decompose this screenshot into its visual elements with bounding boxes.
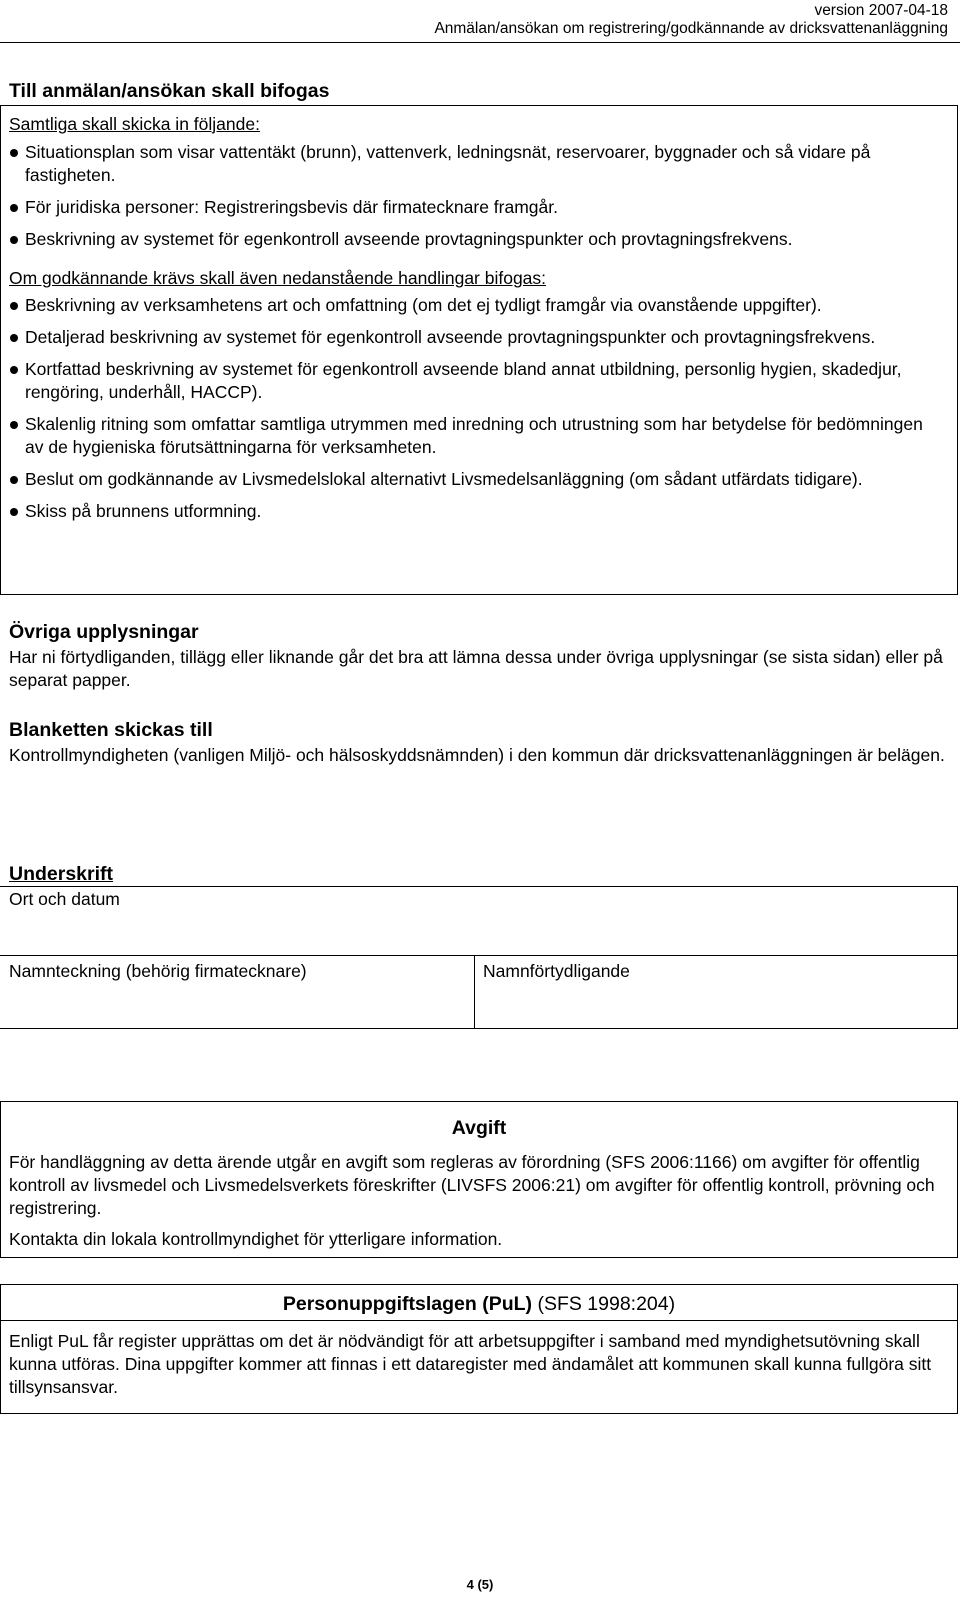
signature-title: Underskrift xyxy=(9,863,114,885)
list-item: Skiss på brunnens utformning. xyxy=(9,500,938,523)
approval-subtitle: Om godkännande krävs skall även nedanstående handlingar bifogas: xyxy=(9,268,547,288)
pul-divider xyxy=(0,1320,958,1321)
attachments-title: Till anmälan/ansökan skall bifogas xyxy=(9,80,330,102)
pul-title xyxy=(9,1292,949,1316)
document-title: Anmälan/ansökan om registrering/godkännande av dricksvattenanläggning xyxy=(434,20,948,37)
list-item: Skalenlig ritning som omfattar samtliga utrymmen med inredning och utrustning som har betydelse för bedömningen av de hygieniska förutsättningarna för verksamheten. xyxy=(9,413,938,459)
list-item: Detaljerad beskrivning av systemet för egenkontroll avseende provtagningspunkter och provtagningsfrekvens. xyxy=(9,326,938,349)
list-item: Beskrivning av verksamhetens art och omfattning (om det ej tydligt framgår via ovanstående uppgifter). xyxy=(9,294,938,317)
pul-title-bold: Personuppgiftslagen (PuL) xyxy=(282,1293,533,1315)
all-subtitle: Samtliga skall skicka in följande: xyxy=(9,114,260,134)
send-to-text: Kontrollmyndigheten (vanligen Miljö- och hälsoskyddsnämnden) i den kommun där dricksvattenanläggningen är belägen. xyxy=(9,745,945,765)
other-info-text: Har ni förtydliganden, tillägg eller liknande går det bra att lämna dessa under övriga upplysningar (se sista sidan) eller på separat papper. xyxy=(9,647,943,690)
send-to-title: Blanketten skickas till xyxy=(9,719,213,741)
place-date-label: Ort och datum xyxy=(9,889,120,909)
list-item: Situationsplan som visar vattentäkt (brunn), vattenverk, ledningsnät, reservoarer, byggnader och så vidare på fastigheten. xyxy=(9,141,938,187)
page-number: 4 (5) xyxy=(466,1577,494,1592)
page-header xyxy=(434,2,948,38)
approval-list xyxy=(9,294,938,523)
all-list xyxy=(9,141,938,251)
list-item: Beskrivning av systemet för egenkontroll avseende provtagningspunkter och provtagningsfrekvens. xyxy=(9,228,938,251)
signature-label: Namnteckning (behörig firmatecknare) xyxy=(9,961,307,981)
place-date-field[interactable] xyxy=(0,886,958,956)
fee-title: Avgift xyxy=(451,1117,507,1139)
header-divider xyxy=(0,42,960,43)
other-info-title: Övriga upplysningar xyxy=(9,621,199,643)
fee-contact: Kontakta din lokala kontrollmyndighet för ytterligare information. xyxy=(9,1229,503,1249)
version-label: version 2007-04-18 xyxy=(814,2,948,19)
list-item: Kortfattad beskrivning av systemet för egenkontroll avseende bland annat utbildning, personlig hygien, skadedjur, rengöring, underhåll, HACCP). xyxy=(9,358,938,404)
fee-text: För handläggning av detta ärende utgår en avgift som regleras av förordning (SFS 2006:1166) om avgifter för offentlig kontroll av livsmedel och Livsmedelsverkets föreskrifter (LIVSFS 2006:21) om avgifter för offentlig kontroll, prövning och registrering. xyxy=(9,1152,935,1218)
pul-text: Enligt PuL får register upprättas om det är nödvändigt för att arbetsuppgifter i samband med myndighetsutövning skall kunna utföras. Dina uppgifter kommer att finnas i ett dataregister med ändamålet att kommunen skall kunna fullgöra sitt tillsynsansvar. xyxy=(9,1331,932,1397)
list-item: För juridiska personer: Registreringsbevis där firmatecknare framgår. xyxy=(9,196,938,219)
list-item: Beslut om godkännande av Livsmedelslokal alternativt Livsmedelsanläggning (om sådant utfärdats tidigare). xyxy=(9,468,938,491)
pul-title-rest: (SFS 1998:204) xyxy=(532,1293,676,1315)
name-clarification-label: Namnförtydligande xyxy=(483,961,630,981)
